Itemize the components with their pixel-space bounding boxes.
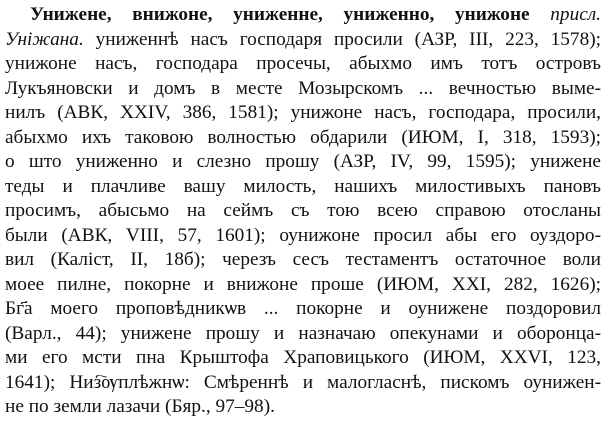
ukrainian-equivalent: Уніжана. (5, 28, 84, 50)
entry-line-1 (5, 3, 601, 28)
entry-line-10: были (АВК, VIII, 57, 1601); оунижоне просил абы его оуздоро- (5, 224, 601, 246)
entry-line-6: абыхмо ихъ таковою волностью обдарили (ИЮМ, I, 318, 1593); (5, 126, 601, 148)
entry-line-15: ми его мсти пна Крыштофа Храповицького (ИЮМ, XXVI, 123, (5, 347, 601, 368)
entry-line-16: 1641); Низ҇ѹплѣжнѡ: Смѣреннѣ и малогласнѣ, пискомъ оунижен- (5, 371, 601, 393)
dictionary-entry (5, 3, 601, 420)
entry-line-12: моее пилне, покорне и внижоне проше (ИЮМ, XXI, 282, 1626); (5, 273, 601, 295)
citation-text: униженнѣ насъ господаря просили (АЗР, III, 223, 1578); (95, 28, 601, 50)
entry-line-5: нилъ (АВК, XXIV, 386, 1581); унижоне насъ, господара, просили, (5, 102, 601, 123)
entry-line-9: просимъ, абысьмо на сеймъ съ тою всею справою отосланы (5, 200, 601, 221)
entry-line-13: Бг҃а моего проповѣдникѡв ... покорне и оунижене поздоровил (5, 298, 601, 319)
entry-line-3: унижоне насъ, господара просечы, абыхмо имъ тотъ островъ (5, 53, 601, 74)
part-of-speech: присл. (550, 4, 601, 25)
headword: Унижене, внижоне, униженне, униженно, унижоне (30, 4, 530, 25)
entry-line-4: Лукъяновски и домъ в месте Мозырскомъ ... вечностью выме- (5, 77, 601, 99)
entry-line-2 (5, 28, 601, 53)
entry-line-8: теды и плачливе вашу милость, нашихъ милостивыхъ пановъ (5, 175, 601, 197)
entry-line-7: о што униженно и слезно прошу (АЗР, IV, 99, 1595); унижене (5, 151, 601, 172)
entry-line-17: не по земли лазачи (Бяр., 97–98). (5, 396, 275, 417)
entry-line-11: вил (Каліст, II, 18б); черезъ сесъ тестаментъ остаточное воли (5, 249, 601, 270)
entry-line-14: (Варл., 44); унижене прошу и назначаю опекунами и оборонца- (5, 322, 601, 344)
